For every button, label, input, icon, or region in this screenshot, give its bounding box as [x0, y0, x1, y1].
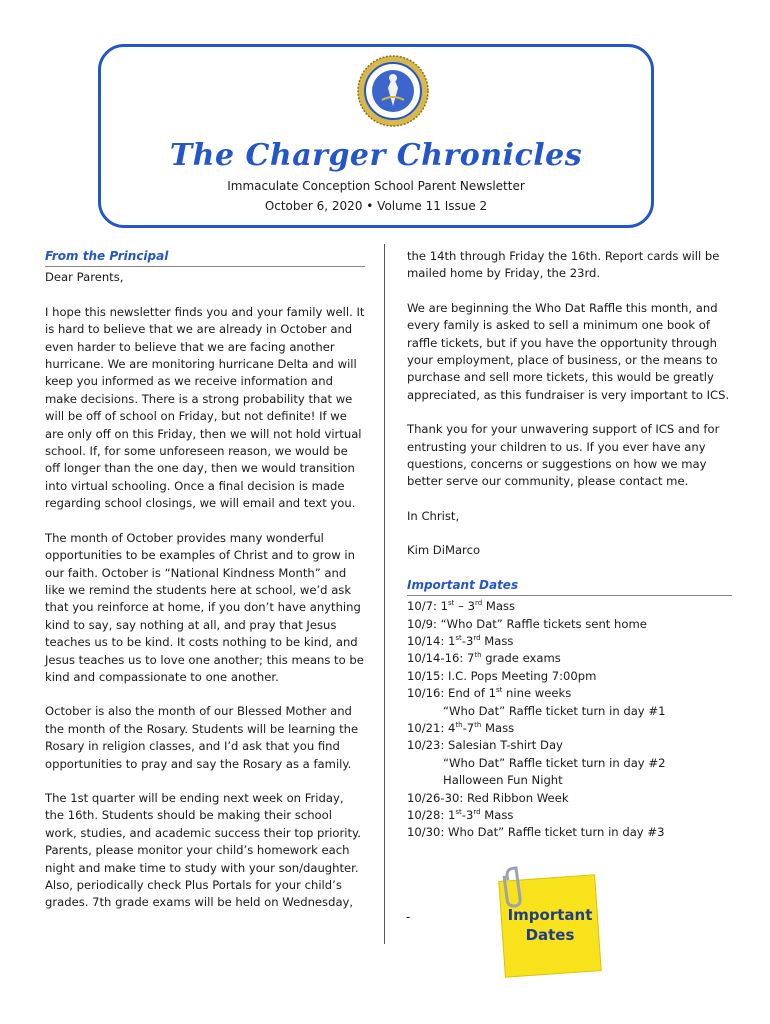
- date-text: 10/28: 1: [407, 807, 456, 822]
- date-item: [407, 790, 732, 807]
- date-text: nine weeks: [502, 686, 572, 701]
- newsletter-subtitle: Immaculate Conception School Parent Newsletter: [227, 179, 525, 193]
- date-item: [407, 755, 732, 772]
- date-text: 10/7: 1: [407, 599, 449, 614]
- date-text: “Who Dat” Raffle ticket turn in day #2: [443, 755, 666, 770]
- date-item: [407, 824, 732, 841]
- ordinal-suffix: th: [474, 721, 482, 730]
- date-item: [407, 650, 732, 667]
- letter-paragraph: the 14th through Friday the 16th. Report cards will be mailed home by Friday, the 23rd.: [407, 249, 720, 281]
- date-item: [407, 598, 732, 615]
- badge-text-line1: Important: [507, 906, 593, 924]
- date-text: -7: [462, 720, 475, 735]
- section-heading-dates: Important Dates: [407, 577, 732, 596]
- newsletter-title: The Charger Chronicles: [169, 138, 583, 173]
- important-dates-list: [407, 598, 732, 842]
- date-text: Mass: [481, 720, 515, 735]
- date-item: [407, 737, 732, 754]
- paperclip-note-icon: [494, 866, 606, 982]
- ordinal-suffix: rd: [473, 634, 481, 643]
- letter-paragraph: Thank you for your unwavering support of ICS and for entrusting your children to us. If you ever have any questions, concerns or suggestions on how we may better serve our community, please contact me.: [407, 422, 720, 489]
- date-item: [407, 616, 732, 633]
- ordinal-suffix: st: [495, 686, 503, 695]
- issue-line: October 6, 2020 • Volume 11 Issue 2: [264, 199, 488, 213]
- date-text: 10/14: 1: [407, 633, 456, 648]
- date-text: Mass: [480, 807, 514, 822]
- ordinal-suffix: rd: [474, 599, 483, 608]
- column-divider: [384, 244, 385, 944]
- letter-signature: Kim DiMarco: [407, 543, 481, 558]
- ordinal-suffix: th: [455, 721, 463, 730]
- badge-text-line2: Dates: [525, 926, 575, 944]
- principal-letter: [45, 248, 365, 929]
- letter-greeting: Dear Parents,: [45, 270, 124, 285]
- letter-continued: [407, 248, 732, 842]
- date-item: [407, 703, 732, 720]
- letter-paragraph: The 1st quarter will be ending next week on Friday, the 16th. Students should be making their school work, studies, and academic success their top priority. Parents, please monitor your child’s homework each night and make time to study with your son/daughter. Also, periodically check Plus Portals for your child’s grades. 7th grade exams will be held on Wednesday,: [45, 790, 361, 910]
- date-text: 10/14-16: 7: [407, 651, 475, 666]
- letter-paragraph: The month of October provides many wonderful opportunities to be examples of Christ and to grow in our faith. October is “National Kindness Month” and like we remind the students here at school, we’d ask that you reinforce at home, if you don’t have anything kind to say, say nothing at all, and pray that Jesus teaches us to be kind. It costs nothing to be kind, and Jesus teaches us to love one another; this means to be kind and compassionate to one another.: [45, 530, 364, 684]
- school-seal-icon: [356, 54, 430, 128]
- date-text: 10/30: Who Dat” Raffle ticket turn in day #3: [407, 825, 665, 840]
- date-item: [407, 685, 732, 702]
- letter-paragraph: I hope this newsletter finds you and your family well. It is hard to believe that we are already in October and even harder to believe that we are facing another hurricane. We are monitoring hurricane Delta and will keep you informed as we receive information and make decisions. There is a strong probability that we will be off of school on Friday, but not definite! If we are only off on this Friday, then we will not hold virtual school. If, for some unforeseen reason, we would be off longer than the one day, then we would transition into virtual schooling. Once a final decision is made regarding school closings, we will email and text you.: [45, 304, 365, 511]
- date-text: 10/26-30: Red Ribbon Week: [407, 790, 569, 805]
- date-text: Mass: [480, 633, 514, 648]
- date-item: [407, 720, 732, 737]
- ordinal-suffix: st: [455, 634, 462, 643]
- date-text: Halloween Fun Night: [443, 773, 563, 788]
- date-text: – 3: [454, 599, 475, 614]
- date-text: 10/15: I.C. Pops Meeting 7:00pm: [407, 668, 597, 683]
- letter-paragraph: We are beginning the Who Dat Raffle this month, and every family is asked to sell a minimum one book of raffle tickets, but if you have the opportunity through your employment, place of business, or the means to purchase and sell more tickets, this would be greatly appreciated, as this fundraiser is very important to ICS.: [407, 300, 730, 402]
- ordinal-suffix: st: [448, 599, 455, 608]
- date-item: [407, 807, 732, 824]
- date-item: [407, 668, 732, 685]
- date-text: grade exams: [481, 651, 561, 666]
- date-text: 10/21: 4: [407, 720, 456, 735]
- letter-closing: In Christ,: [407, 508, 460, 523]
- date-item: [407, 633, 732, 650]
- section-heading-principal: From the Principal: [45, 248, 365, 267]
- trailing-dash: -: [406, 910, 411, 924]
- date-text: Mass: [482, 599, 516, 614]
- ordinal-suffix: th: [474, 651, 482, 660]
- date-text: “Who Dat” Raffle ticket turn in day #1: [443, 703, 666, 718]
- date-text: 10/23: Salesian T-shirt Day: [407, 738, 563, 753]
- date-item: [407, 772, 732, 789]
- date-text: -3: [461, 633, 474, 648]
- ordinal-suffix: rd: [473, 808, 481, 817]
- date-text: 10/16: End of 1: [407, 686, 496, 701]
- letter-paragraph: October is also the month of our Blessed Mother and the month of the Rosary. Students will be learning the Rosary in religion classes, and I’d ask that you find opportunities to pray and say the Rosary as a family.: [45, 704, 359, 771]
- date-text: -3: [461, 807, 474, 822]
- date-text: 10/9: “Who Dat” Raffle tickets sent home: [407, 616, 647, 631]
- ordinal-suffix: st: [455, 808, 462, 817]
